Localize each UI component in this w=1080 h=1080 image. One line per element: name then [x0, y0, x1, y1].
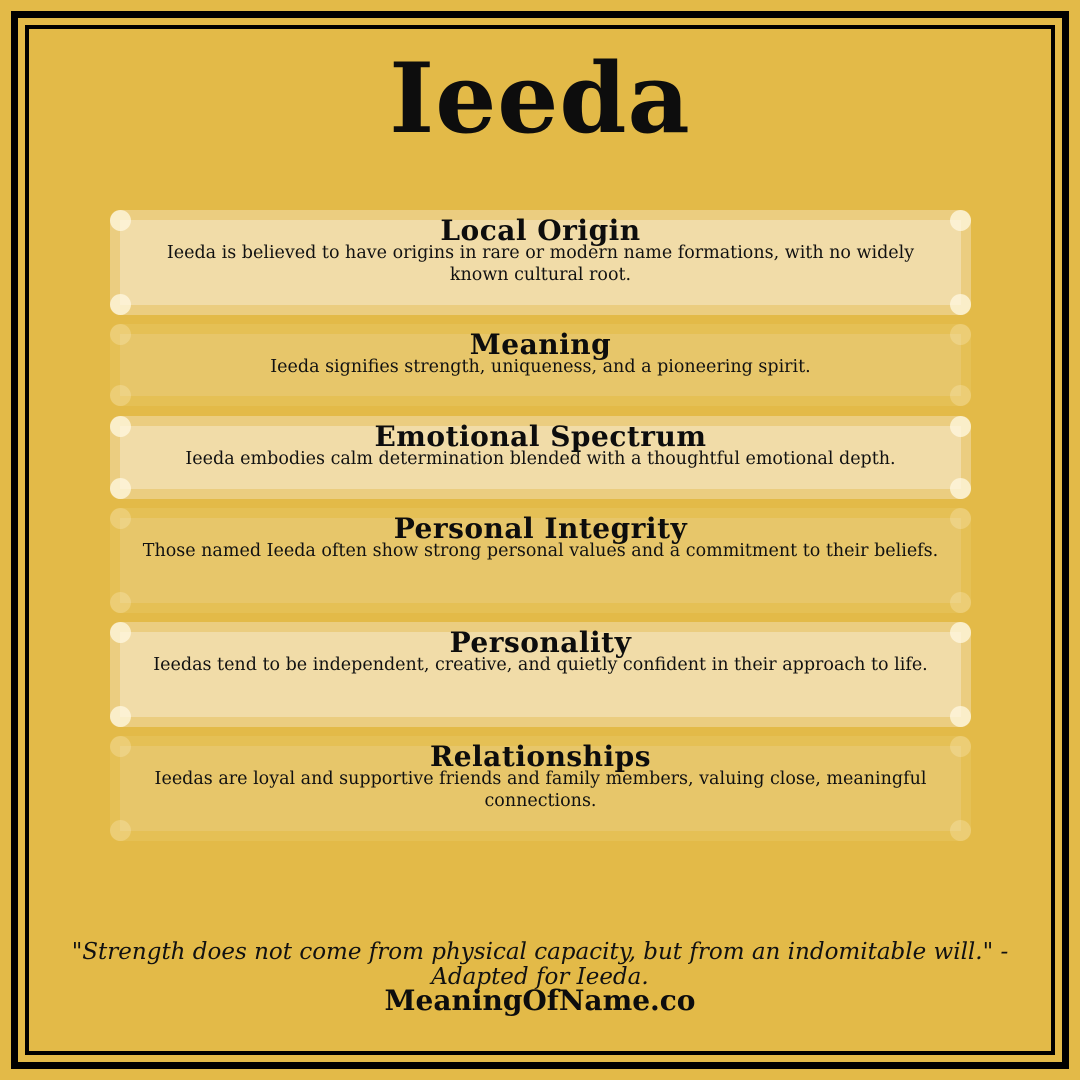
card-heading: Relationships: [429, 740, 652, 773]
corner-circle-icon: [950, 294, 971, 315]
card-text: Ieeda signifies strength, uniqueness, and a pioneering spirit.: [270, 357, 811, 377]
card-text: Those named Ieeda often show strong personal values and a commitment to their beliefs.: [142, 541, 939, 561]
card-meaning: [110, 324, 971, 406]
card-personal-integrity: [110, 508, 971, 613]
corner-circle-icon: [950, 478, 971, 499]
card-personality: [110, 622, 971, 727]
card-heading: Personality: [449, 626, 632, 659]
card-heading: Local Origin: [440, 214, 641, 247]
card-heading: Personal Integrity: [393, 512, 688, 545]
corner-circle-icon: [950, 592, 971, 613]
corner-circle-icon: [950, 508, 971, 529]
card-text: Ieedas are loyal and supportive friends and family members, valuing close, meaningful connections.: [154, 769, 927, 811]
corner-circle-icon: [110, 622, 131, 643]
corner-circle-icon: [110, 592, 131, 613]
corner-circle-icon: [950, 324, 971, 345]
corner-circle-icon: [950, 385, 971, 406]
quote-text: "Strength does not come from physical capacity, but from an indomitable will." - Adapted for Ieeda.: [71, 939, 1009, 990]
name-title: Ieeda: [389, 42, 691, 155]
corner-circle-icon: [110, 385, 131, 406]
corner-circle-icon: [110, 210, 131, 231]
corner-circle-icon: [110, 706, 131, 727]
corner-circle-icon: [110, 508, 131, 529]
corner-circle-icon: [110, 478, 131, 499]
card-text: Ieedas tend to be independent, creative, and quietly confident in their approach to life.: [153, 655, 928, 675]
corner-circle-icon: [110, 820, 131, 841]
card-local-origin: [110, 210, 971, 315]
corner-circle-icon: [110, 416, 131, 437]
corner-circle-icon: [110, 736, 131, 757]
corner-circle-icon: [110, 324, 131, 345]
card-relationships: [110, 736, 971, 841]
corner-circle-icon: [950, 736, 971, 757]
corner-circle-icon: [950, 622, 971, 643]
card-emotional-spectrum: [110, 416, 971, 499]
corner-circle-icon: [950, 820, 971, 841]
card-text: Ieeda is believed to have origins in rare or modern name formations, with no widely known cultural root.: [166, 243, 915, 285]
corner-circle-icon: [950, 210, 971, 231]
card-heading: Emotional Spectrum: [374, 420, 707, 453]
site-watermark: MeaningOfName.co: [384, 984, 696, 1017]
card-text: Ieeda embodies calm determination blended with a thoughtful emotional depth.: [185, 449, 896, 469]
corner-circle-icon: [950, 416, 971, 437]
corner-circle-icon: [110, 294, 131, 315]
corner-circle-icon: [950, 706, 971, 727]
card-heading: Meaning: [469, 328, 612, 361]
